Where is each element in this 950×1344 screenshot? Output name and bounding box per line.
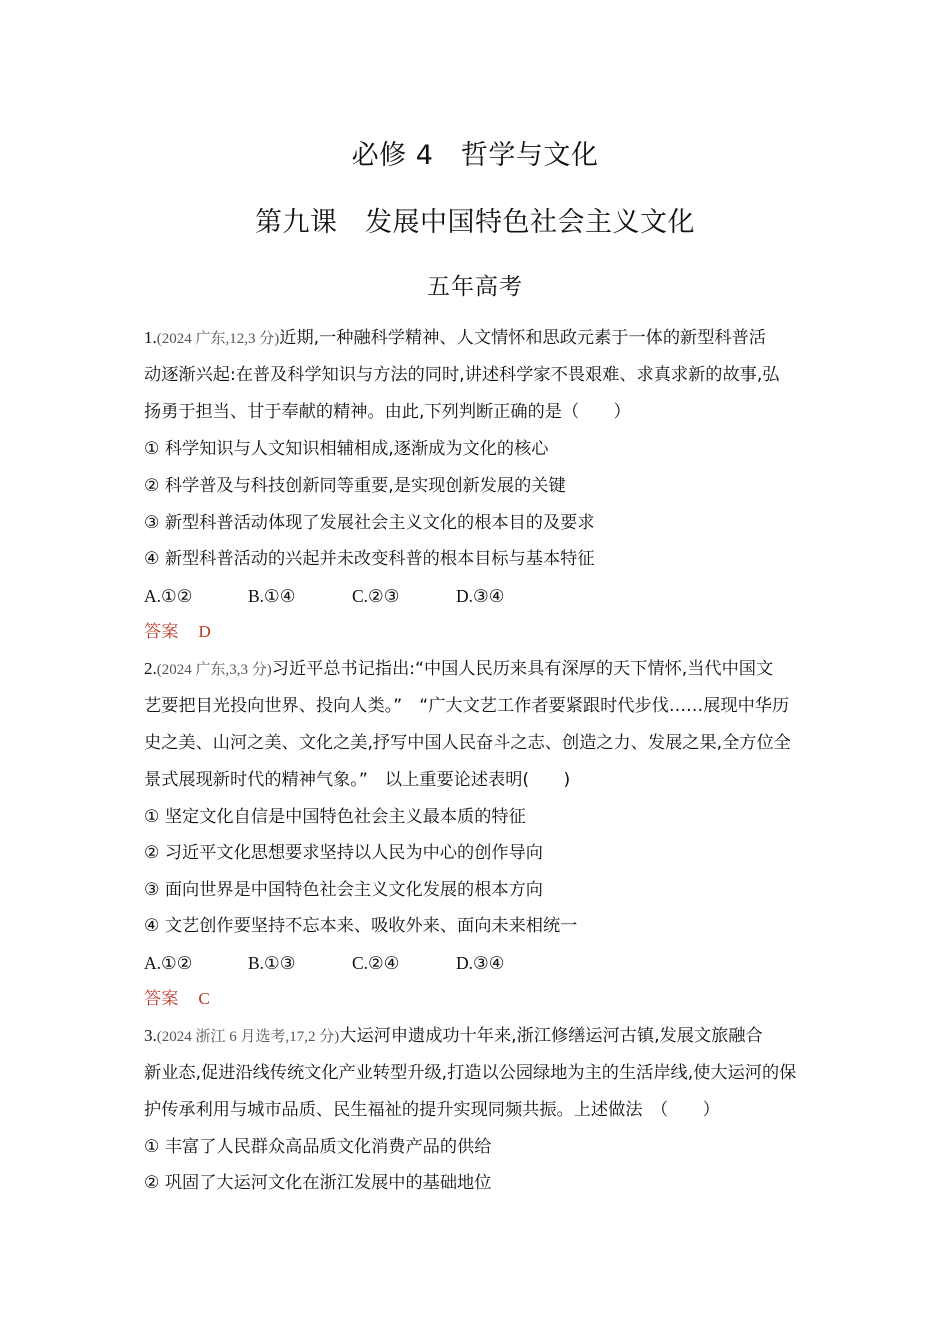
option-d: D.③④ [456, 953, 505, 973]
option-a: A.①② [144, 586, 193, 606]
section-title: 五年高考 [427, 274, 523, 300]
question-3-stem-line-2: 新业态,促进沿线传统文化产业转型升级,打造以公园绿地为主的生活岸线,使大运河的保 [144, 1063, 797, 1083]
option-c: C.②③ [352, 586, 400, 606]
question-2-options [144, 952, 810, 974]
option-b: B.①③ [248, 953, 296, 973]
option-d: D.③④ [456, 586, 505, 606]
question-number: 1. [144, 328, 157, 347]
question-1-item-1: ① 科学知识与人文知识相辅相成,逐渐成为文化的核心 [144, 439, 549, 459]
option-a: A.①② [144, 953, 193, 973]
question-1-options [144, 585, 810, 607]
question-2-item-2: ② 习近平文化思想要求坚持以人民为中心的创作导向 [144, 843, 543, 863]
answer-value: C [198, 989, 210, 1008]
question-2-item-3: ③ 面向世界是中国特色社会主义文化发展的根本方向 [144, 880, 543, 900]
stem-text: 习近平总书记指出:“中国人民历来具有深厚的天下情怀,当代中国文 [271, 659, 774, 679]
question-3-item-1: ① 丰富了人民群众高品质文化消费产品的供给 [144, 1137, 492, 1157]
question-2-stem-line-3: 史之美、山河之美、文化之美,抒写中国人民奋斗之志、创造之力、发展之果,全方位全 [144, 733, 791, 753]
answer-label: 答案 [144, 989, 179, 1009]
stem-text: 大运河申遗成功十年来,浙江修缮运河古镇,发展文旅融合 [339, 1026, 763, 1046]
stem-text: 近期,一种融科学精神、人文情怀和思政元素于一体的新型科普活 [279, 328, 766, 348]
question-1-answer [144, 621, 810, 643]
question-2-item-4: ④ 文艺创作要坚持不忘本来、吸收外来、面向未来相统一 [144, 916, 578, 936]
question-2-stem-line-1 [144, 658, 810, 681]
question-source: (2024 浙江 6 月选考,17,2 分) [156, 1029, 340, 1045]
question-1-item-4: ④ 新型科普活动的兴起并未改变科普的根本目标与基本特征 [144, 549, 595, 569]
option-b: B.①④ [248, 586, 296, 606]
book-title: 必修 4 哲学与文化 [351, 140, 599, 171]
question-2-stem-line-2: 艺要把目光投向世界、投向人类。” “广大文艺工作者要紧跟时代步伐……展现中华历 [144, 696, 790, 716]
question-1-item-2: ② 科学普及与科技创新同等重要,是实现创新发展的关键 [144, 476, 566, 496]
question-number: 2. [144, 659, 157, 678]
question-2-stem-line-4: 景式展现新时代的精神气象。” 以上重要论述表明( ) [144, 770, 571, 790]
question-number: 3. [144, 1026, 157, 1045]
question-2-item-1: ① 坚定文化自信是中国特色社会主义最本质的特征 [144, 807, 526, 827]
question-1-stem-line-3: 扬勇于担当、甘于奉献的精神。由此,下列判断正确的是（ ） [144, 402, 631, 422]
lesson-title: 第九课 发展中国特色社会主义文化 [255, 207, 695, 238]
answer-value: D [198, 622, 211, 641]
question-3-stem-line-3: 护传承利用与城市品质、民生福祉的提升实现同频共振。上述做法 （ ） [144, 1100, 720, 1120]
question-3-stem-line-1 [144, 1025, 810, 1048]
question-source: (2024 广东,3,3 分) [156, 662, 272, 678]
answer-label: 答案 [144, 622, 179, 642]
question-3-item-2: ② 巩固了大运河文化在浙江发展中的基础地位 [144, 1173, 492, 1193]
question-source: (2024 广东,12,3 分) [156, 331, 280, 347]
question-1-stem-line-2: 动逐渐兴起:在普及科学知识与方法的同时,讲述科学家不畏艰难、求真求新的故事,弘 [144, 365, 780, 385]
question-1-item-3: ③ 新型科普活动体现了发展社会主义文化的根本目的及要求 [144, 513, 595, 533]
question-2-answer [144, 988, 810, 1010]
question-1-stem-line-1 [144, 327, 810, 350]
option-c: C.②④ [352, 953, 400, 973]
